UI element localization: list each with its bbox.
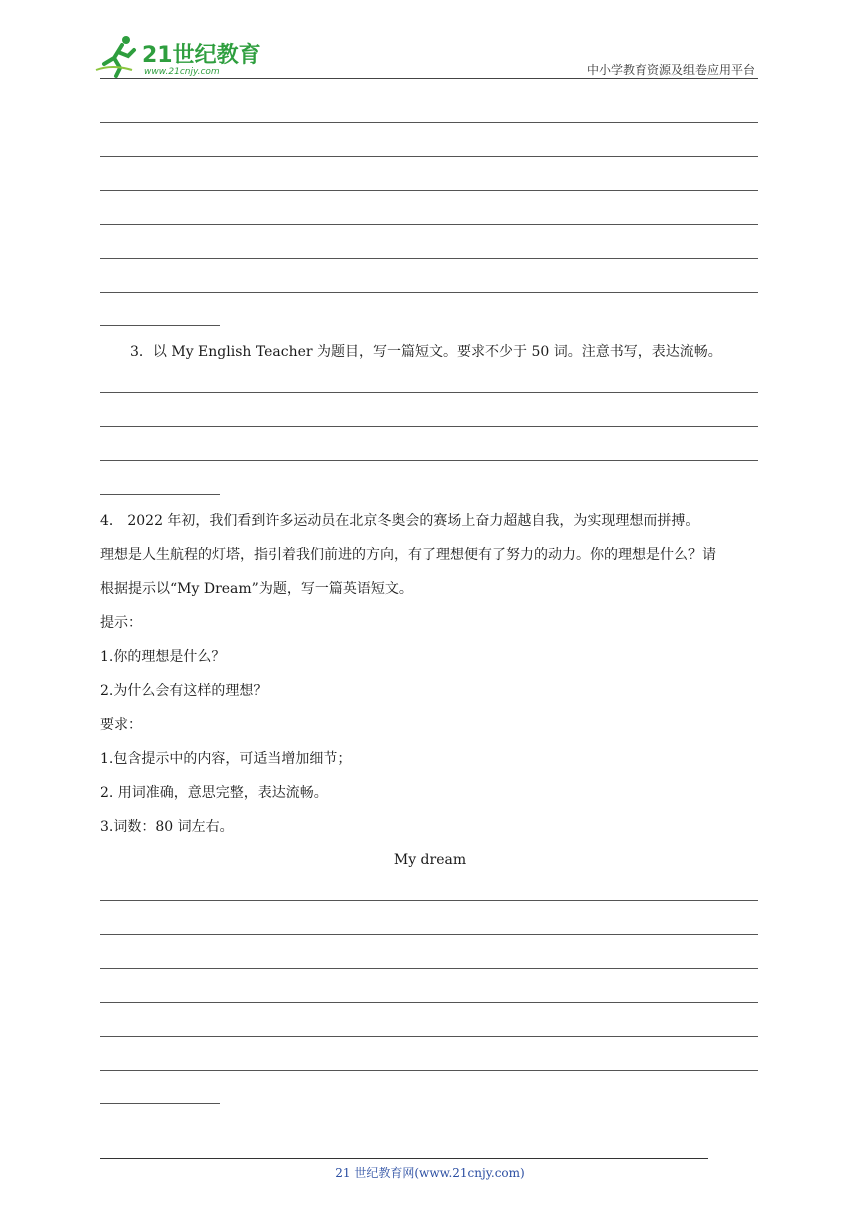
answer-line [100,122,758,123]
footer-divider [100,1158,708,1159]
site-logo [92,34,262,78]
hint-item: 1.你的理想是什么？ [100,649,226,665]
answer-line [100,190,758,191]
question-4-line-1: 4． 2022 年初，我们看到许多运动员在北京冬奥会的赛场上奋力超越自我，为实现理想而拼搏。 [100,513,700,529]
answer-line-short [100,325,220,326]
answer-line [100,934,758,935]
runner-logo-icon [92,34,262,78]
requirement-item: 3.词数：80 词左右。 [100,819,234,835]
header-title: 中小学教育资源及组卷应用平台 [586,63,755,77]
answer-line [100,224,758,225]
question-4-line-2: 理想是人生航程的灯塔，指引着我们前进的方向，有了理想便有了努力的动力。你的理想是什么？请 [100,547,716,563]
question-3-prompt: 3．以 My English Teacher 为题目，写一篇短文。要求不少于 50 词。注意书写，表达流畅。 [130,344,722,360]
answer-line [100,1070,758,1071]
answer-line-short [100,494,220,495]
answer-line [100,292,758,293]
essay-title: My dream [393,852,467,868]
answer-line [100,1002,758,1003]
hint-item: 2.为什么会有这样的理想？ [100,683,268,699]
requirements-label: 要求： [100,717,142,733]
answer-line [100,900,758,901]
answer-line [100,968,758,969]
answer-line [100,426,758,427]
svg-text:21世纪教育: 21世纪教育 [142,43,261,68]
footer-link[interactable]: 21 世纪教育网(www.21cnjy.com) [335,1166,525,1180]
answer-line [100,460,758,461]
svg-text:www.21cnjy.com: www.21cnjy.com [144,67,220,77]
answer-line [100,258,758,259]
requirement-item: 2. 用词准确，意思完整，表达流畅。 [100,785,328,801]
header-divider [100,78,758,79]
answer-line [100,156,758,157]
answer-line [100,1036,758,1037]
hints-label: 提示： [100,615,142,631]
answer-line-short [100,1103,220,1104]
requirement-item: 1.包含提示中的内容，可适当增加细节； [100,751,352,767]
question-4-line-3: 根据提示以“My Dream”为题，写一篇英语短文。 [100,581,413,597]
answer-line [100,392,758,393]
